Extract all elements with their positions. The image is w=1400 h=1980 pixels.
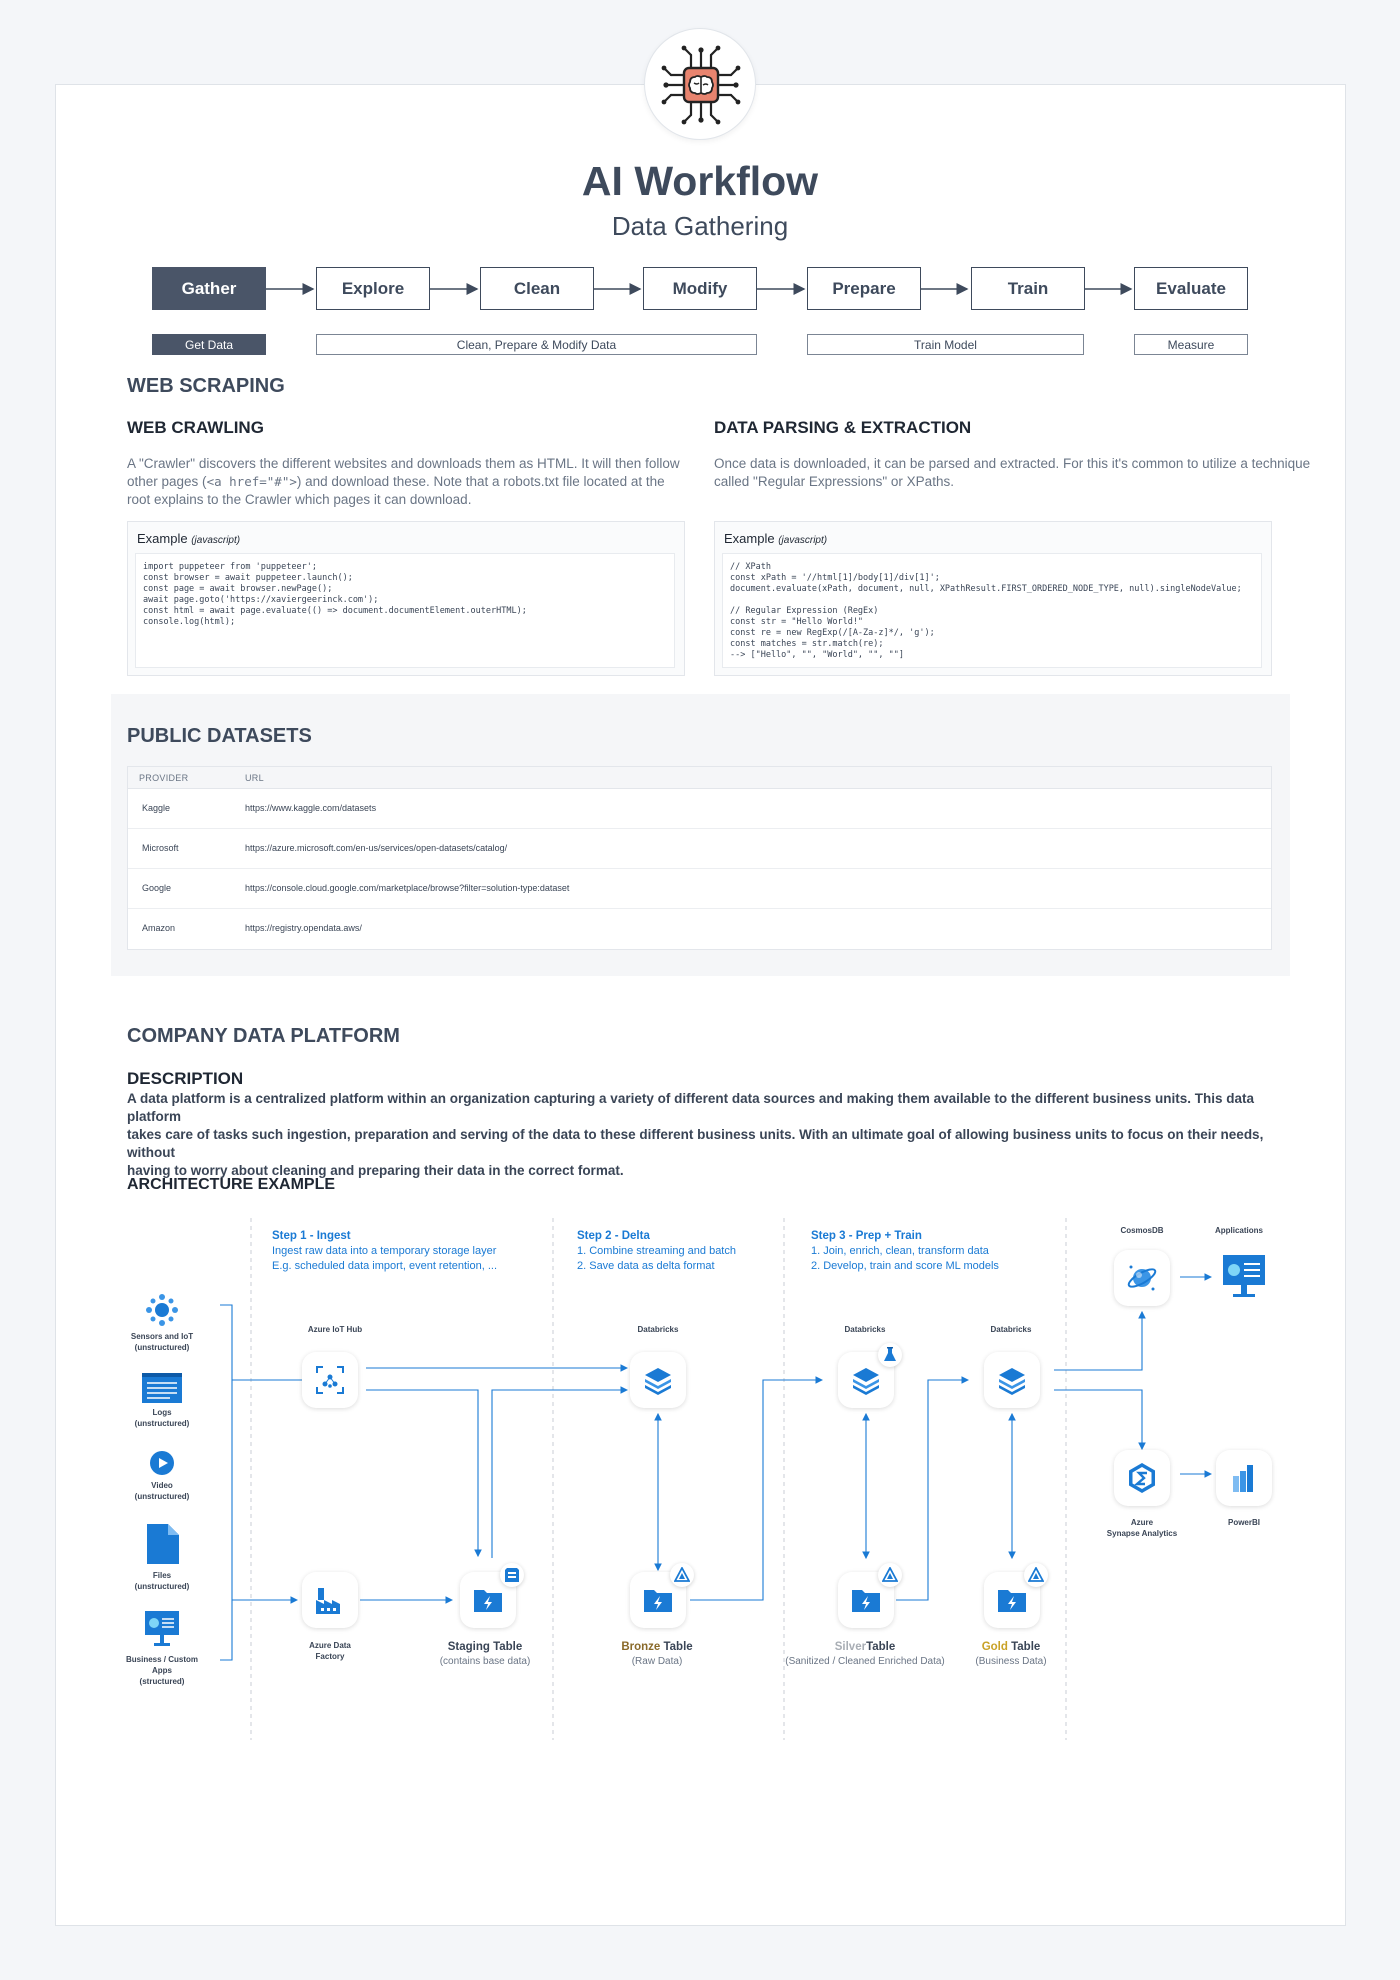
step2-line-2: 2. Save data as delta format (577, 1260, 715, 1272)
databricks-3-label: Databricks (990, 1325, 1032, 1334)
factory-icon (314, 1584, 346, 1616)
silver-delta-badge (878, 1563, 902, 1587)
datasets-table (127, 766, 1272, 950)
step3-line-2: 2. Develop, train and score ML models (811, 1260, 999, 1272)
source-files-label: Files (152, 1571, 172, 1580)
column-provider: PROVIDER (139, 773, 189, 783)
storage-folder-icon (996, 1584, 1028, 1616)
databricks-icon (642, 1364, 674, 1396)
column-url: URL (245, 773, 264, 783)
iot-hub-icon (314, 1364, 346, 1396)
description-text (127, 1090, 1287, 1180)
gold-suffix: Table (1007, 1641, 1041, 1653)
flask-icon (882, 1347, 898, 1363)
crawling-example-lang: (javascript) (191, 535, 241, 546)
step-clean[interactable]: Clean (480, 267, 594, 310)
gold-table-note: (Business Data) (975, 1656, 1047, 1667)
provider-cell: Microsoft (142, 843, 179, 853)
source-logs-label: Logs (152, 1408, 172, 1417)
silver-prefix: Silver (834, 1641, 867, 1653)
file-icon (147, 1524, 179, 1564)
step-prepare[interactable]: Prepare (807, 267, 921, 310)
source-video-type: (unstructured) (134, 1492, 190, 1501)
architecture-heading: ARCHITECTURE EXAMPLE (127, 1176, 336, 1193)
synapse-tile[interactable] (1114, 1450, 1170, 1506)
source-files-type: (unstructured) (134, 1582, 190, 1591)
crawling-code-block: import puppeteer from 'puppeteer'; const browser = await puppeteer.launch(); const page = await browser.newPage(); await page.goto('https://xavierge​erinck.com'); const html = await page.evaluate(() => document.documentElement.outerHTML); console.log(html); (135, 553, 675, 668)
table-row (128, 909, 1271, 949)
iot-sensor-icon (145, 1293, 179, 1327)
applications-label: Applications (1214, 1226, 1263, 1235)
iot-hub-tile[interactable] (302, 1352, 358, 1408)
parsing-example-title (724, 531, 827, 546)
step2-title: Step 2 - Delta (577, 1230, 650, 1242)
synapse-icon (1126, 1462, 1158, 1494)
phase-clean-prepare-modify: Clean, Prepare & Modify Data (316, 334, 757, 355)
applications-monitor-icon (1221, 1253, 1267, 1299)
databricks-3-tile[interactable] (984, 1352, 1040, 1408)
company-platform-heading: COMPANY DATA PLATFORM (127, 1025, 400, 1047)
web-crawling-text (127, 455, 707, 509)
phase-train-model: Train Model (807, 334, 1084, 355)
step-gather[interactable]: Gather (152, 267, 266, 310)
step1-line-2: E.g. scheduled data import, event retention, ... (272, 1260, 498, 1272)
bronze-delta-badge (670, 1563, 694, 1587)
data-factory-tile[interactable] (302, 1572, 358, 1628)
synapse-label-1: Azure (1130, 1518, 1154, 1527)
databricks-1-label: Databricks (637, 1325, 679, 1334)
step-train[interactable]: Train (971, 267, 1085, 310)
ai-chip-logo (644, 28, 756, 140)
page-subtitle: Data Gathering (611, 211, 789, 241)
ml-flask-badge (878, 1343, 902, 1367)
step-evaluate[interactable]: Evaluate (1134, 267, 1248, 310)
parsing-example-lang: (javascript) (778, 535, 828, 546)
step1-title: Step 1 - Ingest (272, 1230, 351, 1242)
source-sensors-label: Sensors and IoT (130, 1332, 194, 1341)
web-scraping-heading: WEB SCRAPING (127, 375, 285, 397)
source-apps-type: (structured) (139, 1677, 185, 1686)
crawling-example-box (127, 521, 685, 676)
description-line-1: A data platform is a centralized platform within an organization capturing a variety of different data sources and making them available to the different business units. This data platform (127, 1091, 1254, 1124)
crawling-example-label: Example (137, 531, 188, 546)
databricks-1-tile[interactable] (630, 1352, 686, 1408)
app-monitor-icon (145, 1611, 179, 1647)
data-parsing-text (714, 455, 1314, 491)
silver-suffix: Table (866, 1641, 896, 1653)
page-title: AI Workflow (581, 158, 819, 204)
provider-cell: Amazon (142, 923, 176, 933)
web-crawling-line-1: A "Crawler" discovers the different websites and downloads them as HTML. It will then follow (127, 456, 680, 471)
iot-hub-label: Azure IoT Hub (307, 1325, 363, 1334)
gold-table-label (911, 1641, 1111, 1653)
data-parsing-heading: DATA PARSING & EXTRACTION (714, 418, 972, 437)
databricks-icon (850, 1364, 882, 1396)
phase-measure: Measure (1134, 334, 1248, 355)
parsing-example-box (714, 521, 1272, 676)
step2-line-1: 1. Combine streaming and batch (577, 1245, 736, 1257)
powerbi-label: PowerBI (1227, 1518, 1260, 1527)
web-crawling-line-2b: ) and download these. Note that a robots.txt file located at the (296, 474, 665, 489)
description-heading: DESCRIPTION (127, 1069, 244, 1088)
data-factory-label-1: Azure Data (309, 1641, 351, 1650)
table-row (128, 829, 1271, 869)
description-line-2: takes care of tasks such ingestion, preparation and serving of the data to these different business units. With an ultimate goal of allowing business units to focus on their needs, without (127, 1127, 1264, 1160)
anchor-code: <a href="#"> (206, 474, 297, 489)
synapse-label-2: Synapse Analytics (1106, 1529, 1178, 1538)
logs-icon (142, 1373, 182, 1403)
provider-cell: Google (142, 883, 172, 893)
bronze-prefix: Bronze (621, 1641, 661, 1653)
databricks-2-label: Databricks (844, 1325, 886, 1334)
phase-get-data: Get Data (152, 334, 266, 355)
gold-delta-badge (1024, 1563, 1048, 1587)
step-explore[interactable]: Explore (316, 267, 430, 310)
storage-folder-icon (642, 1584, 674, 1616)
source-apps-label-2: Apps (152, 1666, 172, 1675)
storage-folder-icon (850, 1584, 882, 1616)
parsing-code-block: // XPath const xPath = '//html[1]/body[1]/div[1]'; document.evaluate(xPath, document, null, XPathResult.FIRST_ORDERED_NODE_TYPE, null).singleNodeValue; // Regular Expression (RegEx) const str = "Hello World!" const re = new RegExp(/[A-Za-z]*/, 'g'); const matches = str.match(re); --> ["Hello", "", "World", "", ""] (722, 553, 1262, 668)
step3-line-1: 1. Join, enrich, clean, transform data (811, 1245, 989, 1257)
table-row (128, 869, 1271, 909)
data-parsing-line-1: Once data is downloaded, it can be parsed and extracted. For this it's common to utilize a technique (714, 456, 1311, 471)
step1-line-1: Ingest raw data into a temporary storage layer (272, 1245, 497, 1257)
video-icon (150, 1451, 174, 1475)
bronze-table-note: (Raw Data) (631, 1656, 683, 1667)
url-link[interactable]: https://www.kaggle.com/datasets (245, 803, 377, 813)
source-apps-label: Business / Custom (125, 1655, 198, 1664)
step3-title: Step 3 - Prep + Train (811, 1230, 922, 1242)
powerbi-icon (1228, 1462, 1260, 1494)
step-modify[interactable]: Modify (643, 267, 757, 310)
cosmosdb-label: CosmosDB (1120, 1226, 1164, 1235)
datasets-table-header (128, 767, 1271, 789)
staging-table-note: (contains base data) (439, 1656, 531, 1667)
web-crawling-line-2 (127, 473, 707, 491)
source-video-label: Video (151, 1481, 173, 1490)
ai-chip-icon (657, 41, 745, 129)
delta-icon (882, 1567, 898, 1583)
parsing-example-label: Example (724, 531, 775, 546)
bronze-suffix: Table (660, 1641, 693, 1653)
storage-folder-icon (472, 1584, 504, 1616)
powerbi-tile[interactable] (1216, 1450, 1272, 1506)
bronze-table-label (557, 1641, 757, 1653)
source-sensors-type: (unstructured) (134, 1343, 190, 1352)
web-crawling-heading: WEB CRAWLING (127, 418, 264, 437)
url-link[interactable]: https://console.cloud.google.com/marketplace/browse?filter=solution-type:dataset (245, 883, 570, 893)
silver-table-note: (Sanitized / Cleaned Enriched Data) (785, 1656, 945, 1667)
databricks-icon (996, 1364, 1028, 1396)
crawling-example-title (137, 531, 240, 546)
cosmosdb-tile[interactable] (1114, 1250, 1170, 1306)
data-parsing-line-2: called "Regular Expressions" or XPaths. (714, 474, 954, 489)
staging-table-label: Staging Table (447, 1641, 523, 1653)
cosmosdb-icon (1126, 1262, 1158, 1294)
delta-icon (674, 1567, 690, 1583)
public-datasets-heading: PUBLIC DATASETS (127, 725, 312, 747)
web-crawling-line-3: root explains to the Crawler which pages it can download. (127, 492, 472, 507)
description-line-3: having to worry about cleaning and preparing their data in the correct format. (127, 1163, 624, 1178)
url-link[interactable]: https://registry.opendata.aws/ (245, 923, 362, 933)
database-badge-icon (504, 1567, 520, 1583)
delta-icon (1028, 1567, 1044, 1583)
gold-prefix: Gold (981, 1641, 1008, 1653)
staging-badge (500, 1563, 524, 1587)
provider-cell: Kaggle (142, 803, 171, 813)
table-row (128, 789, 1271, 829)
source-logs-type: (unstructured) (134, 1419, 190, 1428)
web-crawling-line-2a: other pages ( (127, 474, 207, 489)
data-factory-label-2: Factory (315, 1652, 345, 1661)
url-link[interactable]: https://azure.microsoft.com/en-us/services/open-datasets/catalog/ (245, 843, 508, 853)
